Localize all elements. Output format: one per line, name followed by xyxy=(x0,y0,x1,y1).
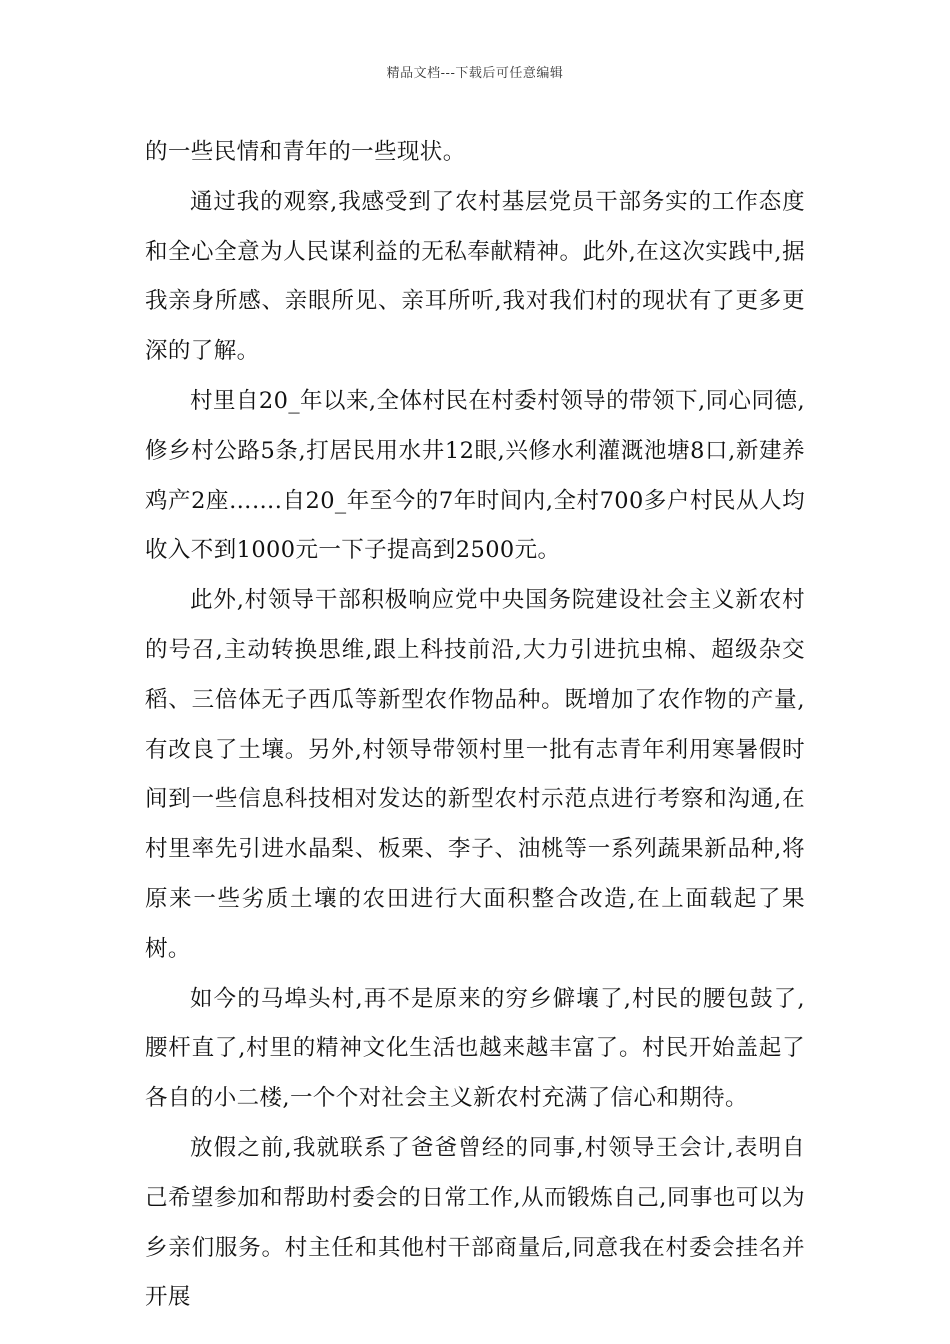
paragraph-1: 的一些民情和青年的一些现状。 xyxy=(145,139,466,165)
paragraph-2: 通过我的观察,我感受到了农村基层党员干部务实的工作态度和全心全意为人民谋利益的无私奉献精神。此外,在这次实践中,据我亲身所感、亲眼所见、亲耳所听,我对我们村的现状有了更多更深的了解。 xyxy=(145,188,805,365)
paragraph-3: 村里自20_年以来,全体村民在村委村领导的带领下,同心同德,修乡村公路5条,打居民用水井12眼,兴修水利灌溉池塘8口,新建养鸡产2座…….自20_年至今的7年时间内,全村700多户村民从人均收入不到1000元一下子提高到2500元。 xyxy=(145,387,805,564)
document-body xyxy=(145,128,805,1323)
paragraph-5: 如今的马埠头村,再不是原来的穷乡僻壤了,村民的腰包鼓了,腰杆直了,村里的精神文化生活也越来越丰富了。村民开始盖起了各自的小二楼,一个个对社会主义新农村充满了信心和期待。 xyxy=(145,985,805,1112)
paragraph-4: 此外,村领导干部积极响应党中央国务院建设社会主义新农村的号召,主动转换思维,跟上科技前沿,大力引进抗虫棉、超级杂交稻、三倍体无子西瓜等新型农作物品种。既增加了农作物的产量,有改良了土壤。另外,村领导带领村里一批有志青年利用寒暑假时间到一些信息科技相对发达的新型农村示范点进行考察和沟通,在村里率先引进水晶梨、板栗、李子、油桃等一系列蔬果新品种,将原来一些劣质土壤的农田进行大面积整合改造,在上面载起了果树。 xyxy=(145,587,805,962)
paragraph-6: 放假之前,我就联系了爸爸曾经的同事,村领导王会计,表明自己希望参加和帮助村委会的日常工作,从而锻炼自己,同事也可以为乡亲们服务。村主任和其他村干部商量后,同意我在村委会挂名并开展 xyxy=(145,1134,805,1311)
page-header: 精品文档---下载后可任意编辑 xyxy=(386,66,564,81)
